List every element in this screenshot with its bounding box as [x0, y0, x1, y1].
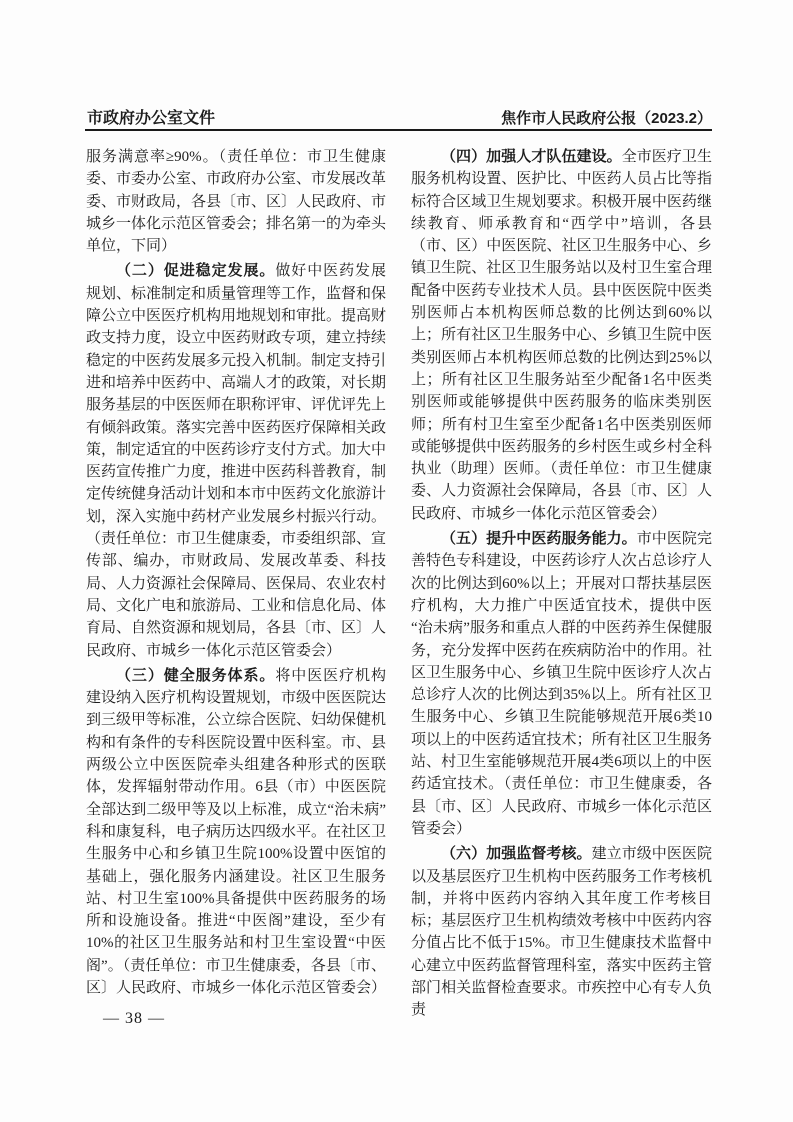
header-gazette-title: 焦作市人民政府公报（2023.2） — [501, 110, 712, 127]
paragraph — [86, 260, 386, 661]
paragraph — [86, 146, 386, 257]
paragraph-text: 服务满意率≥90%。 — [86, 149, 219, 165]
paragraph-text: 建立市级中医医院以及基层医疗卫生机构中医药服务工作考核机制，并将中医药内容纳入其年度工作考核目标；基层医疗卫生机构绩效考核中中医药内容分值占比不低于15%。市卫生健康技术监督中心建立中医药监督管理科室，落实中医药主管部门相关监督检查要求。市疾控中心有专人负责 — [411, 846, 712, 1019]
paragraph — [411, 146, 712, 525]
responsibility-note: （责任单位：市卫生健康委，市委组织部、宣传部、编办，市财政局、发展改革委、科技局、人力资源社会保障局、医保局、农业农村局、文化广电和旅游局、工业和信息化局、体育局、自然资源和规划局，各县〔市、区〕人民政府、市城乡一体化示范区管委会） — [86, 531, 387, 659]
header-doc-category: 市政府办公室文件 — [87, 110, 216, 127]
paragraph — [411, 843, 712, 1021]
column-left — [86, 146, 386, 999]
section-heading: （六）加强监督考核。 — [441, 846, 592, 863]
paragraph — [86, 665, 386, 999]
header-rule — [85, 129, 712, 131]
section-heading: （五）提升中医药服务能力。 — [441, 531, 637, 548]
responsibility-note: （责任单位：市卫生健康委，各县〔市、区〕人民政府、市城乡一体化示范区管委会） — [411, 776, 712, 837]
responsibility-note: （责任单位：市卫生健康委，各县〔市、区〕人民政府、市城乡一体化示范区管委会） — [86, 957, 387, 996]
column-right — [411, 146, 712, 1022]
page-header — [87, 105, 712, 128]
responsibility-note: （责任单位：市卫生健康委、人力资源社会保障局，各县〔市、区〕人民政府、市城乡一体化示范区管委会） — [411, 461, 712, 522]
section-heading: （四）加强人才队伍建设。 — [441, 149, 622, 165]
section-heading: （三）健全服务体系。 — [116, 667, 276, 684]
section-heading: （二）促进稳定发展。 — [116, 263, 276, 280]
paragraph-text: 全市医疗卫生服务机构设置、医护比、中医药人员占比等指标符合区域卫生规划要求。积极开展中医药继续教育、师承教育和“西学中”培训，各县（市、区）中医医院、社区卫生服务中心、乡镇卫生院、社区卫生服务站以及村卫生室合理配备中医药专业技术人员。县中医医院中医类别医师占本机构医师总数的比例达到60%以上；所有社区卫生服务中心、乡镇卫生院中医类别医师占本机构医师总数的比例达到25%以上；所有社区卫生服务站至少配备1名中医类别医师或能够提供中医药服务的临床类别医师；所有村卫生室至少配备1名中医类别医师或能够提供中医药服务的乡村医生或乡村全科执业（助理）医师。 — [411, 149, 712, 478]
paragraph-text: 做好中医药发展规划、标准制定和质量管理等工作，监督和保障公立中医医疗机构用地规划和审批。提高财政支持力度，设立中医药财政专项，建立持续稳定的中医药发展多元投入机制。制定支持引进和培养中医药中、高端人才的政策，对长期服务基层的中医医师在职称评审、评优评先上有倾斜政策。落实完善中医药医疗保障相关政策，制定适宜的中医药诊疗支付方式。加大中医药宣传推广力度，推进中医药科普教育，制定传统健身活动计划和本市中医药文化旅游计划，深入实施中药材产业发展乡村振兴行动。 — [86, 263, 387, 525]
page-number: — 38 — — [103, 1010, 165, 1027]
paragraph-text: 将中医医疗机构建设纳入医疗机构设置规划，市级中医医院达到三级甲等标准，公立综合医院、妇幼保健机构和有条件的专科医院设置中医科室。市、县两级公立中医医院牵头组建各种形式的医联体，发挥辐射带动作用。6县（市）中医医院全部达到二级甲等及以上标准，成立“治未病”科和康复科，电子病历达四级水平。在社区卫生服务中心和乡镇卫生院100%设置中医馆的基础上，强化服务内涵建设。社区卫生服务站、村卫生室100%具备提供中医药服务的场所和设施设备。推进“中医阁”建设，至少有10%的社区卫生服务站和村卫生室设置“中医阁”。 — [86, 667, 387, 974]
responsibility-note: （责任单位：市卫生健康委、市委办公室、市政府办公室、市发展改革委、市财政局，各县〔市、区〕人民政府、市城乡一体化示范区管委会；排名第一的为牵头单位，下同） — [86, 149, 387, 255]
paragraph-text: 市中医院完善特色专科建设，中医药诊疗人次占总诊疗人次的比例达到60%以上；开展对口帮扶基层医疗机构，大力推广中医适宜技术，提供中医“治未病”服务和重点人群的中医药养生保健服务，充分发挥中医药在疾病防治中的作用。社区卫生服务中心、乡镇卫生院中医诊疗人次占总诊疗人次的比例达到35%以上。所有社区卫生服务中心、乡镇卫生院能够规范开展6类10项以上的中医药适宜技术；所有社区卫生服务站、村卫生室能够规范开展4类6项以上的中医药适宜技术。 — [411, 531, 712, 793]
paragraph — [411, 528, 712, 840]
